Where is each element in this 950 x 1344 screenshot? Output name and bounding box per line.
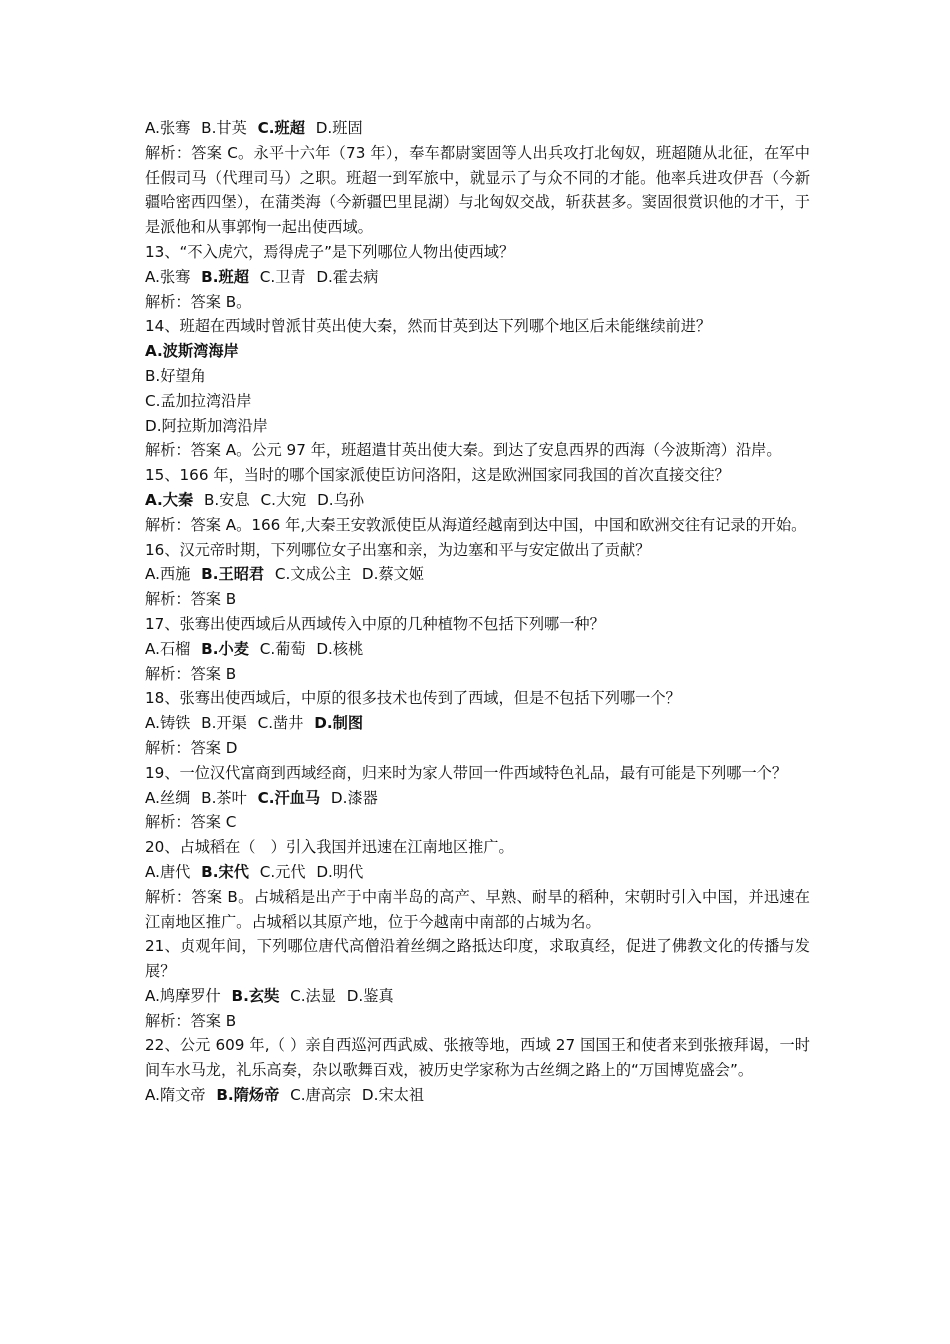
q19-options: [145, 786, 810, 811]
q15-option-d: D.乌孙: [317, 490, 365, 509]
q12-option-b: B.甘英: [201, 119, 247, 137]
q18-option-a: A.铸铁: [145, 714, 191, 733]
q22-option-d: D.宋太祖: [361, 1086, 425, 1105]
q15-options: [145, 488, 810, 513]
q21-option-c: C.法显: [290, 986, 336, 1005]
q21-answer: 解析：答案 B: [145, 1011, 237, 1030]
q16-option-c: C.文成公主: [274, 565, 352, 584]
q18-question: 18、张骞出使西域后，中原的很多技术也传到了西域，但是不包括下列哪一个？: [145, 689, 681, 708]
q17-options: [145, 637, 810, 662]
q13-answer: 解析：答案 B。: [145, 292, 252, 311]
q20-option-c: C.元代: [259, 862, 306, 881]
q18-answer: 解析：答案 D: [145, 738, 238, 757]
q13-option-a: A.张骞: [145, 267, 191, 286]
q20-question: 20、占城稻在（ ）引入我国并迅速在江南地区推广。: [145, 838, 514, 857]
q16-answer: 解析：答案 B: [145, 590, 237, 609]
q18-option-b: B.开渠: [201, 714, 247, 733]
q15-option-a: A.大秦: [145, 490, 194, 509]
q19-option-d: D.漆器: [330, 788, 378, 807]
q15-answer: 解析：答案 A。166 年,大秦王安敦派使臣从海道经越南到达中国，中国和欧洲交往有记录的开始。: [145, 515, 807, 534]
q15-question: 15、166 年，当时的哪个国家派使臣访问洛阳，这是欧洲国家同我国的首次直接交往？: [145, 466, 730, 485]
q21-option-a: A.鸠摩罗什: [145, 986, 221, 1005]
q22-option-b: B.隋炀帝: [216, 1086, 280, 1105]
q15-option-c: C.大宛: [260, 490, 307, 509]
q18-option-d: D.制图: [314, 714, 364, 733]
q17-option-b: B.小麦: [201, 639, 249, 658]
q16-question: 16、汉元帝时期，下列哪位女子出塞和亲，为边塞和平与安定做出了贡献？: [145, 540, 651, 559]
q19-option-c: C.汗血马: [257, 788, 321, 807]
q13-question: 13、“不入虎穴，焉得虎子”是下列哪位人物出使西域？: [145, 242, 515, 261]
q20-option-b: B.宋代: [201, 862, 249, 881]
q17-option-d: D.核桃: [316, 639, 364, 658]
q17-question: 17、张骞出使西域后从西域传入中原的几种植物不包括下列哪一种？: [145, 614, 605, 633]
q16-option-a: A.西施: [145, 565, 191, 584]
q22-option-c: C.唐高宗: [290, 1086, 352, 1105]
q20-option-a: A.唐代: [145, 862, 191, 881]
q19-option-a: A.丝绸: [145, 788, 191, 807]
q14-answer: 解析：答案 A。公元 97 年，班超遣甘英出使大秦。到达了安息西界的西海（今波斯湾）沿岸。: [145, 441, 782, 460]
q16-option-b: B.王昭君: [201, 565, 265, 584]
q14-option-a: [145, 339, 810, 364]
q21-option-b: B.玄奘: [231, 986, 280, 1005]
q13-option-c: C.卫青: [259, 267, 306, 286]
q13-options: [145, 265, 810, 290]
q19-answer: 解析：答案 C: [145, 813, 237, 832]
q12-option-c: C.班超: [257, 119, 305, 137]
q22-option-a: A.隋文帝: [145, 1086, 206, 1105]
q17-answer: 解析：答案 B: [145, 664, 237, 683]
q21-option-d: D.鉴真: [346, 986, 394, 1005]
q15-option-b: B.安息: [204, 490, 250, 509]
q13-option-b: B.班超: [201, 267, 249, 286]
q19-option-b: B.茶叶: [201, 788, 247, 807]
q12-option-d: D.班固: [315, 119, 363, 137]
q12-answer: 解析：答案 C。永平十六年（73 年），奉车都尉窦固等人出兵攻打北匈奴，班超随从北征，在军中任假司马（代理司马）之职。班超一到军旅中，就显示了与众不同的才能。他率兵进攻伊吾（今新疆哈密西四堡），在蒲类海（今新疆巴里昆湖）与北匈奴交战，斩获甚多。窦固很赏识他的才干，于是派他和从事郭恂一起出使西域。: [145, 143, 810, 237]
q20-answer: 解析：答案 B。占城稻是出产于中南半岛的高产、早熟、耐旱的稻种，宋朝时引入中国，并迅速在江南地区推广。占城稻以其原产地，位于今越南中南部的占城为名。: [145, 887, 810, 931]
q14-option-d: D.阿拉斯加湾沿岸: [145, 416, 268, 435]
q14-question: 14、班超在西域时曾派甘英出使大秦，然而甘英到达下列哪个地区后未能继续前进？: [145, 317, 712, 336]
q16-option-d: D.蔡文姬: [361, 565, 425, 584]
q14-option-a-text: A.波斯湾海岸: [145, 342, 239, 361]
q17-option-c: C.葡萄: [259, 639, 306, 658]
q20-options: [145, 860, 810, 885]
q16-options: [145, 562, 810, 587]
q22-options: [145, 1083, 810, 1108]
q17-option-a: A.石榴: [145, 639, 191, 658]
q12-option-a: A.张骞: [145, 119, 191, 137]
q14-option-b: B.好望角: [145, 366, 206, 385]
q22-question: 22、公元 609 年,（ ）亲自西巡河西武威、张掖等地，西域 27 国国王和使者来到张掖拜谒，一时间车水马龙，礼乐高奏，杂以歌舞百戏，被历史学家称为古丝绸之路上的“万国博览盛会”。: [145, 1036, 810, 1080]
q13-option-d: D.霍去病: [316, 267, 379, 286]
q19-question: 19、一位汉代富商到西域经商，归来时为家人带回一件西域特色礼品，最有可能是下列哪一个？: [145, 763, 788, 782]
q18-option-c: C.凿井: [257, 714, 304, 733]
q21-options: [145, 984, 810, 1009]
q21-question: 21、贞观年间，下列哪位唐代高僧沿着丝绸之路抵达印度，求取真经，促进了佛教文化的传播与发展？: [145, 937, 810, 981]
q12-options: [145, 116, 810, 141]
q18-options: [145, 711, 810, 736]
q20-option-d: D.明代: [316, 862, 364, 881]
q14-option-c: C.孟加拉湾沿岸: [145, 391, 252, 410]
